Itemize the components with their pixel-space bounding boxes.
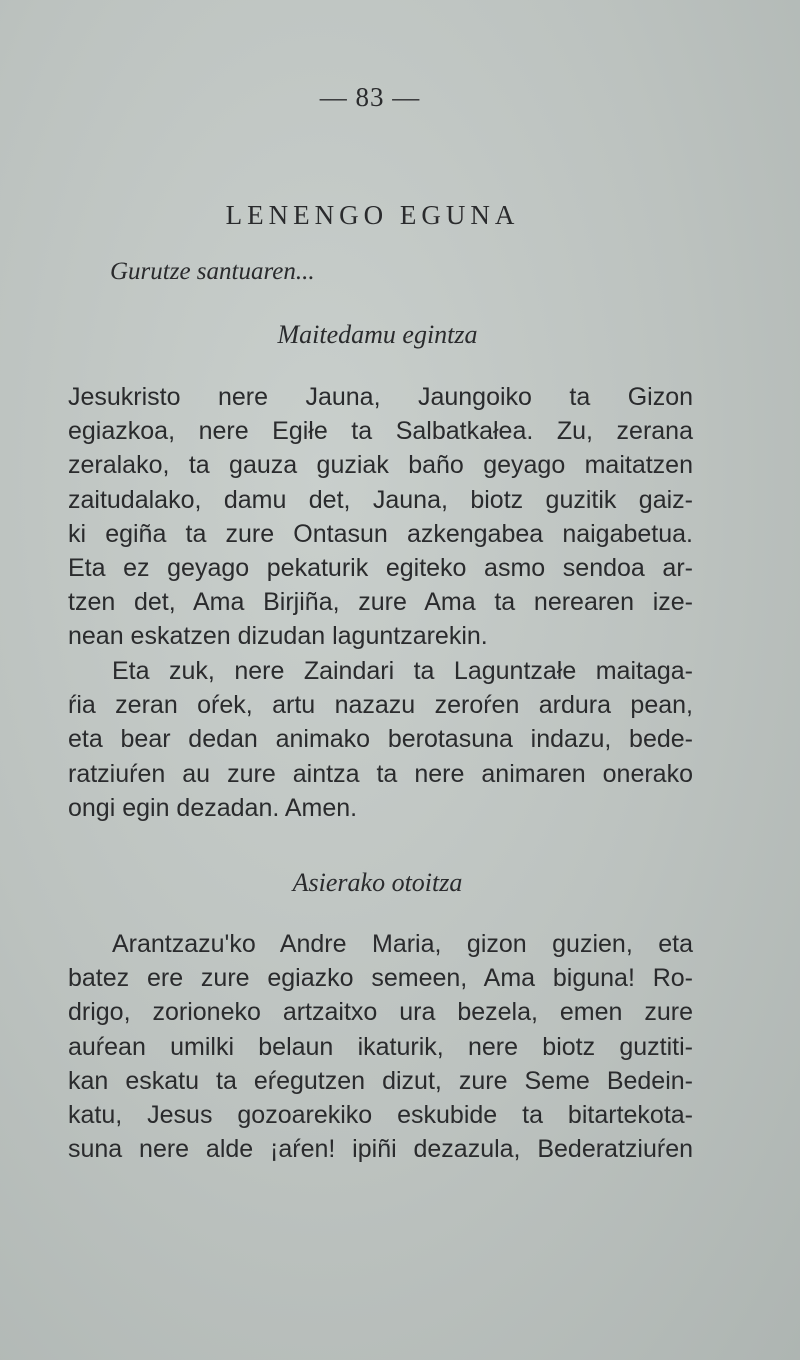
text-line: ongi egin dezadan. Amen. xyxy=(68,793,358,822)
paragraph-2 xyxy=(68,654,693,825)
paragraph-3 xyxy=(68,927,693,1166)
text-line: Eta zuk, nere Zaindari ta Laguntzałe maitaga- xyxy=(112,657,693,685)
text-line: zeralako, ta gauza guziak baño geyago maitatzen xyxy=(68,451,693,480)
text-line: nean eskatzen dizudan laguntzarekin. xyxy=(68,622,488,651)
text-line: Arantzazu'ko Andre Maria, gizon guzien, eta xyxy=(112,930,693,958)
text-line: auŕean umilki belaun ikaturik, nere biotz guztiti- xyxy=(68,1032,693,1061)
text-line: kan eskatu ta eŕegutzen dizut, zure Seme Bedein- xyxy=(68,1066,693,1095)
section-heading-asierako: Asierako otoitza xyxy=(292,868,463,897)
text-line: egiazkoa, nere Egiłe ta Salbatkałea. Zu, zerana xyxy=(68,417,693,446)
text-line: ratziuŕen au zure aintza ta nere animaren onerako xyxy=(68,759,693,788)
section-heading-maitedamu: Maitedamu egintza xyxy=(277,320,478,349)
text-line: ki egiña ta zure Ontasun azkengabea naigabetua. xyxy=(68,519,693,548)
text-line: drigo, zorioneko artzaitxo ura bezela, emen zure xyxy=(68,998,693,1027)
text-line: katu, Jesus gozoarekiko eskubide ta bitartekota- xyxy=(68,1100,693,1129)
text-line: tzen det, Ama Birjiña, zure Ama ta nerearen ize- xyxy=(68,588,693,617)
text-line: batez ere zure egiazko semeen, Ama biguna! Ro- xyxy=(68,964,693,993)
text-line: Eta ez geyago pekaturik egiteko asmo sendoa ar- xyxy=(68,553,693,582)
paragraph-1 xyxy=(68,380,693,654)
page-number: — 83 — xyxy=(319,82,421,112)
text-line: suna nere alde ¡aŕen! ipiñi dezazula, Bederatziuŕen xyxy=(68,1135,693,1164)
subtitle: Gurutze santuaren... xyxy=(110,258,315,285)
text-line: Jesukristo nere Jauna, Jaungoiko ta Gizon xyxy=(68,383,693,411)
text-line: ŕia zeran oŕek, artu nazazu zeroŕen ardura pean, xyxy=(68,691,693,720)
chapter-title: LENENGO EGUNA xyxy=(225,200,520,230)
text-line: eta bear dedan animako berotasuna indazu, bede- xyxy=(68,725,693,754)
text-line: zaitudalako, damu det, Jauna, biotz guzitik gaiz- xyxy=(68,485,693,514)
